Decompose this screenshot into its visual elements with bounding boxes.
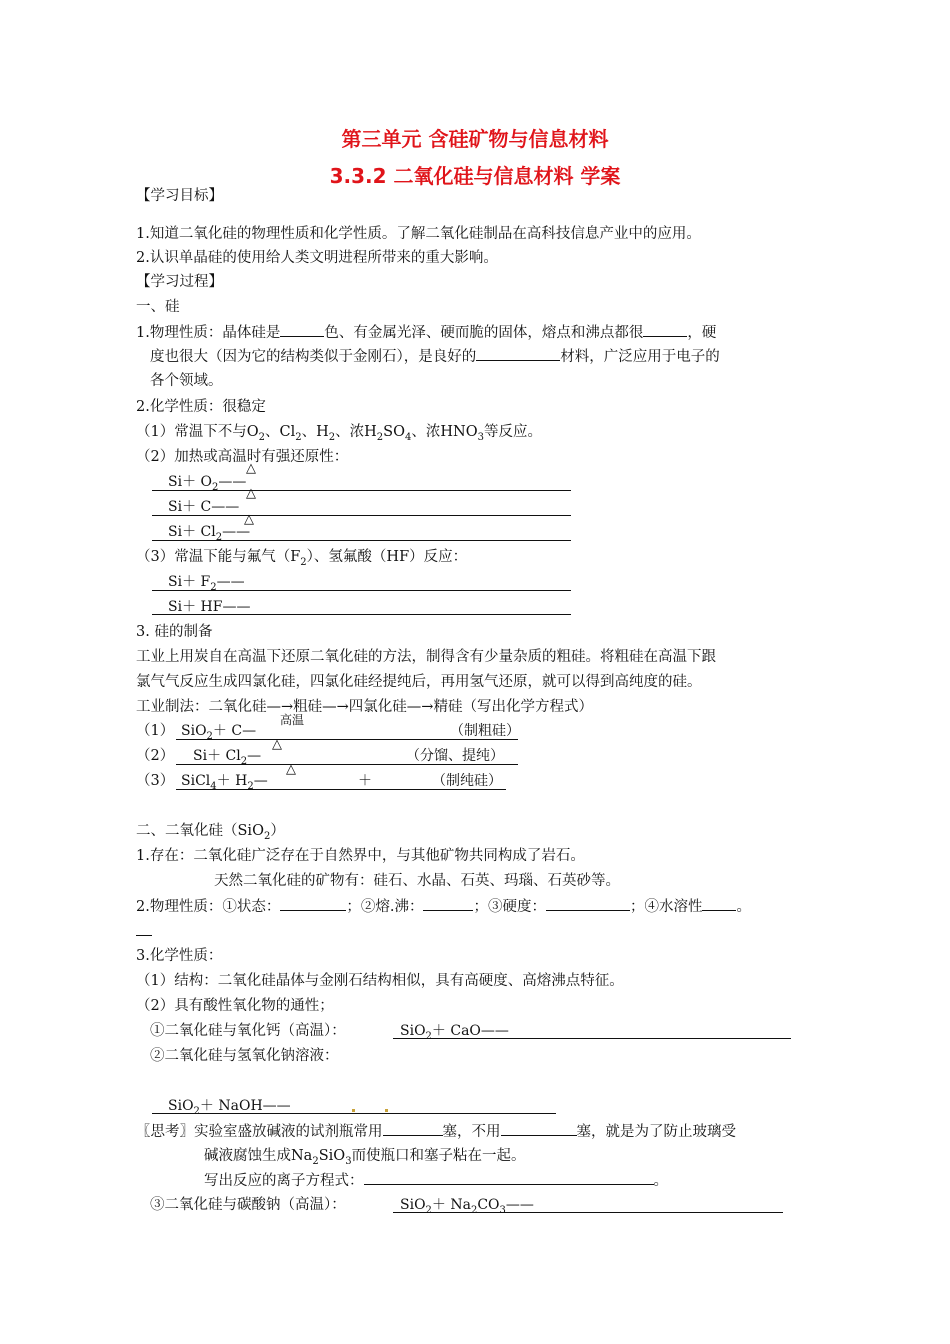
answer-line-si-c[interactable] bbox=[152, 515, 571, 516]
answer-line-sio2-na2co3[interactable] bbox=[393, 1212, 783, 1213]
sio2-na2co3-label: ③二氧化硅与碳酸钠（高温）： bbox=[150, 1197, 346, 1213]
equation-sio2-na2co3: $SiO_2+ Na_2CO_3——$ bbox=[400, 1197, 534, 1216]
blank-melting[interactable] bbox=[643, 322, 687, 337]
goals-header: 【学习目标】 bbox=[136, 188, 223, 204]
equation-sio2-cao: SiO$_2$＋ CaO—— bbox=[400, 1023, 509, 1042]
blank-hardness[interactable] bbox=[546, 896, 630, 911]
process-header: 【学习过程】 bbox=[136, 274, 223, 290]
si-physical-line-1: 1.物理性质：晶体硅是 色、有金属光泽、硬而脆的固体，熔点和沸点都很 ，硬 bbox=[136, 322, 716, 343]
goal-1: 1.知道二氧化硅的物理性质和化学性质。了解二氧化硅制品在高科技信息产业中的应用。 bbox=[136, 226, 701, 242]
equation-si-hf: Si＋ HF—— bbox=[168, 599, 251, 615]
blank-stopper-not-used[interactable] bbox=[501, 1121, 577, 1136]
blank-material[interactable] bbox=[476, 346, 560, 361]
reaction-3-number: （3） bbox=[136, 773, 175, 789]
sio2-structure: （1）结构：二氧化硅晶体与金刚石结构相似，具有高硬度、高熔沸点特征。 bbox=[136, 973, 624, 989]
si-physical-line-3: 各个领域。 bbox=[150, 373, 223, 389]
heat-triangle-icon: △ bbox=[246, 486, 256, 501]
heat-triangle-icon: △ bbox=[246, 461, 256, 476]
reaction-1-number: （1） bbox=[136, 723, 175, 739]
blank-ionic-equation[interactable] bbox=[364, 1170, 654, 1185]
si-preparation-text-1: 工业上用炭自在高温下还原二氧化硅的方法，制得含有少量杂质的粗硅。将粗硅在高温下跟 bbox=[136, 649, 716, 665]
stray-dot bbox=[352, 1109, 355, 1112]
sio2-acidic-oxide: （2）具有酸性氧化物的通性； bbox=[136, 998, 334, 1014]
equation-si-cl2: $Si+ Cl_2——$ bbox=[168, 524, 251, 543]
sio2-existence: 1.存在：二氧化硅广泛存在于自然界中，与其他矿物共同构成了岩石。 bbox=[136, 848, 585, 864]
reaction-3-plus: ＋ bbox=[358, 773, 372, 789]
answer-line-sio2-cao[interactable] bbox=[393, 1038, 791, 1039]
page-title: 第三单元 含硅矿物与信息材料 bbox=[341, 127, 609, 151]
answer-line-reaction-3[interactable] bbox=[176, 789, 506, 790]
heat-triangle-icon: △ bbox=[244, 512, 254, 527]
reaction-1-note: （制粗硅） bbox=[450, 723, 520, 739]
equation-si-f2: $Si+ F_2——$ bbox=[168, 574, 245, 593]
sio2-naoh-label: ②二氧化硅与氢氧化钠溶液： bbox=[150, 1048, 339, 1064]
reaction-2-number: （2） bbox=[136, 748, 175, 764]
answer-line-si-o2[interactable] bbox=[152, 490, 571, 491]
ionic-equation-line: 写出反应的离子方程式： 。 bbox=[204, 1170, 668, 1191]
answer-line-reaction-2[interactable] bbox=[176, 764, 518, 765]
answer-line-si-cl2[interactable] bbox=[152, 540, 571, 541]
section-2-heading: 二、二氧化硅（SiO$_2$） bbox=[136, 823, 285, 842]
think-line-2: 碱液腐蚀生成$Na_2SiO_3$而使瓶口和塞子粘在一起。 bbox=[204, 1148, 526, 1167]
reaction-2-note: （分馏、提纯） bbox=[406, 748, 504, 764]
blank-continuation[interactable] bbox=[136, 935, 152, 936]
equation-si-o2: $Si+ O_2——$ bbox=[168, 474, 247, 493]
si-chemical-heading: 2.化学性质：很稳定 bbox=[136, 399, 266, 415]
sio2-physical: 2.物理性质：①状态： ；②熔.沸： ；③硬度： ；④水溶性 。 bbox=[136, 896, 751, 917]
blank-state[interactable] bbox=[280, 896, 346, 911]
si-chemical-3: （3）常温下能与氟气$(F_2)$、氢氟酸（HF）反应： bbox=[136, 549, 468, 568]
reaction-1-equation: SiO$_2$＋ C— bbox=[181, 723, 257, 742]
reaction-3-equation: SiCl$_4$＋ $H_2—$ bbox=[181, 773, 268, 792]
si-preparation-heading: 3. 硅的制备 bbox=[136, 624, 213, 640]
blank-solubility[interactable] bbox=[702, 896, 736, 911]
si-chemical-2: （2）加热或高温时有强还原性： bbox=[136, 449, 349, 465]
high-temp-label: 高温 bbox=[280, 713, 305, 727]
reaction-3-note: （制纯硅） bbox=[432, 773, 502, 789]
reaction-2-equation: $Si+ Cl_2—$ bbox=[193, 748, 262, 767]
equation-sio2-naoh: SiO$_2$＋ NaOH—— bbox=[168, 1098, 291, 1117]
blank-stopper-used[interactable] bbox=[383, 1121, 443, 1136]
sio2-minerals: 天然二氧化硅的矿物有：硅石、水晶、石英、玛瑙、石英砂等。 bbox=[214, 873, 620, 889]
stray-dot bbox=[385, 1109, 388, 1112]
section-1-heading: 一、硅 bbox=[136, 299, 180, 315]
answer-line-reaction-1[interactable] bbox=[176, 739, 518, 740]
goal-2: 2.认识单晶硅的使用给人类文明进程所带来的重大影响。 bbox=[136, 250, 498, 266]
sio2-cao-label: ①二氧化硅与氧化钙（高温）： bbox=[150, 1023, 346, 1039]
si-physical-line-2: 度也很大（因为它的结构类似于金刚石），是良好的 材料，广泛应用于电子的 bbox=[150, 346, 720, 367]
equation-si-c: Si＋ C—— bbox=[168, 499, 240, 515]
heat-triangle-icon: △ bbox=[272, 737, 282, 752]
heat-triangle-icon: △ bbox=[286, 762, 296, 777]
answer-line-sio2-naoh[interactable] bbox=[152, 1113, 556, 1114]
si-preparation-method: 工业制法：二氧化硅—→粗硅—→四氯化硅—→精硅（写出化学方程式） bbox=[136, 699, 593, 715]
page-subtitle: 3.3.2 二氧化硅与信息材料 学案 bbox=[329, 164, 621, 188]
sio2-chemical-heading: 3.化学性质： bbox=[136, 948, 223, 964]
blank-color[interactable] bbox=[280, 322, 324, 337]
si-chemical-1: （1）常温下不与$O_2$、$Cl_2$、$H_2$、浓$H_2SO_4$、浓$HNO_3$等反应。 bbox=[136, 424, 542, 443]
think-line-1: 〖思考〗实验室盛放碱液的试剂瓶常用 塞，不用 塞，就是为了防止玻璃受 bbox=[136, 1121, 736, 1142]
si-preparation-text-2: 氯气气反应生成四氯化硅，四氯化硅经提纯后，再用氢气还原，就可以得到高纯度的硅。 bbox=[136, 674, 702, 690]
blank-melting-boiling[interactable] bbox=[423, 896, 473, 911]
answer-line-si-f2[interactable] bbox=[152, 590, 571, 591]
answer-line-si-hf[interactable] bbox=[152, 614, 571, 615]
